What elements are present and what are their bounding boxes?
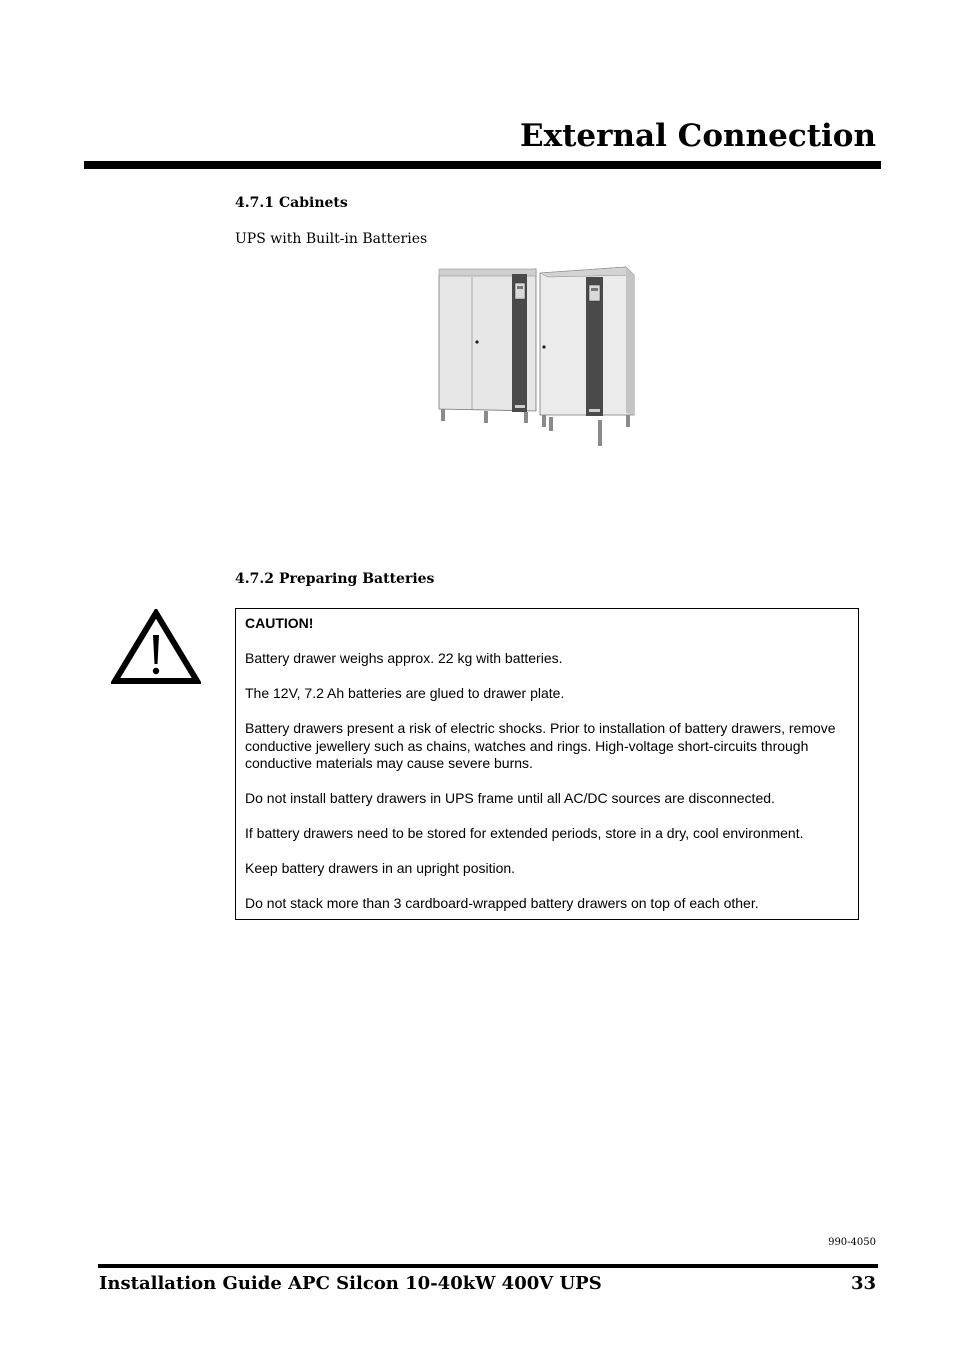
chapter-title: External Connection <box>519 118 876 154</box>
footer-rule <box>98 1264 878 1268</box>
caution-paragraph: Keep battery drawers in an upright position. <box>245 860 516 876</box>
document-number: 990-4050 <box>828 1237 876 1248</box>
header-rule <box>84 161 881 169</box>
page-number: 33 <box>850 1273 876 1294</box>
caution-paragraph: Do not stack more than 3 cardboard-wrapped battery drawers on top of each other. <box>245 895 759 911</box>
caution-paragraph: If battery drawers need to be stored for extended periods, store in a dry, cool environment. <box>245 825 804 841</box>
ups-cabinets-image <box>436 265 638 447</box>
section-number: 4.7.1 <box>235 195 274 211</box>
caution-paragraph: Battery drawers present a risk of electric shocks. Prior to installation of battery drawers, remove conductive jewellery such as chains, watches and rings. High-voltage short-circuits through conductive materials may cause severe burns. <box>245 720 836 771</box>
caution-box <box>235 608 859 920</box>
section-heading-preparing-batteries <box>235 571 434 587</box>
caution-title: CAUTION! <box>245 615 314 631</box>
figure-caption: UPS with Built-in Batteries <box>235 231 428 247</box>
section-title: Preparing Batteries <box>279 571 435 587</box>
caution-paragraph: Battery drawer weighs approx. 22 kg with batteries. <box>245 650 563 666</box>
caution-paragraph: Do not install battery drawers in UPS frame until all AC/DC sources are disconnected. <box>245 790 775 806</box>
section-title: Cabinets <box>279 195 348 211</box>
section-heading-cabinets <box>235 195 348 211</box>
footer-title: Installation Guide APC Silcon 10-40kW 400V UPS <box>99 1273 602 1294</box>
section-number: 4.7.2 <box>235 571 274 587</box>
caution-paragraph: The 12V, 7.2 Ah batteries are glued to drawer plate. <box>245 685 565 701</box>
warning-triangle-icon <box>111 609 201 685</box>
